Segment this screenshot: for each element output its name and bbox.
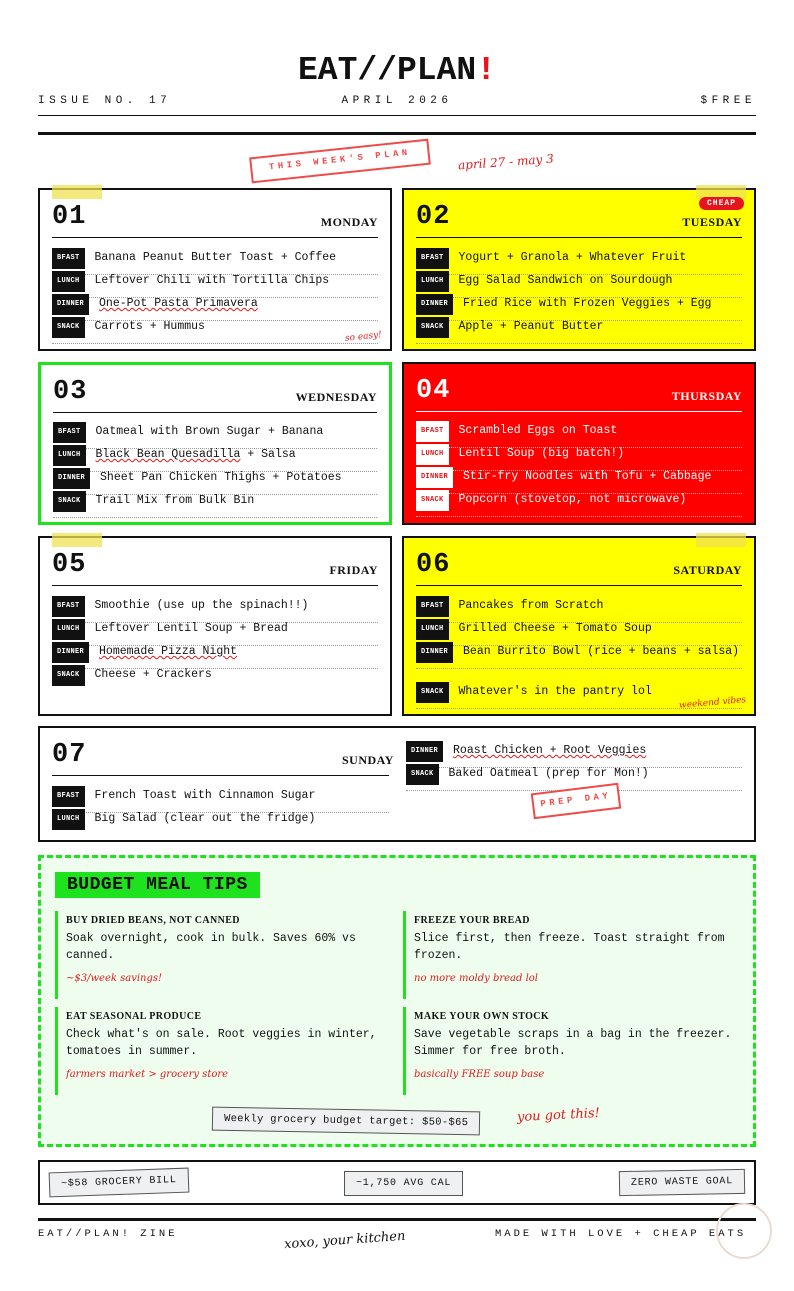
tip-note: basically FREE soup base — [414, 1069, 545, 1080]
dinner-tag: DINNER — [52, 294, 89, 315]
issue-date: APRIL 2026 — [341, 95, 453, 107]
day-divider — [53, 412, 377, 413]
meal-snack — [416, 317, 742, 344]
dinner-tag: DINNER — [416, 642, 453, 663]
meal-text: Stir-fry Noodles with Tofu + Cabbage — [463, 470, 712, 483]
masthead-rule-thick — [38, 132, 756, 135]
day-name: THURSDAY — [671, 389, 742, 403]
meal-text: Banana Peanut Butter Toast + Coffee — [94, 251, 337, 264]
dinner-tag: DINNER — [406, 741, 443, 762]
day-name: SATURDAY — [673, 563, 742, 577]
day-card-tuesday — [402, 188, 756, 351]
zine-title — [0, 52, 794, 89]
meal-snack — [416, 490, 742, 517]
meal-text: Yogurt + Granola + Whatever Fruit — [458, 251, 687, 264]
budget-target-label: Weekly grocery budget target: $50-$65 — [212, 1107, 481, 1136]
day-divider — [52, 237, 378, 238]
tip-note: no more moldy bread lol — [414, 973, 539, 984]
dinner-tag: DINNER — [52, 642, 89, 663]
day-name: TUESDAY — [682, 215, 742, 229]
tip-title: FREEZE YOUR BREAD — [414, 915, 530, 926]
snack-tag: SNACK — [53, 491, 86, 512]
day-card-wednesday — [38, 362, 392, 525]
snack-tag: SNACK — [52, 317, 85, 338]
breakfast-tag: BFAST — [416, 248, 449, 269]
stat-avg-calories: ~1,750 AVG CAL — [344, 1171, 463, 1196]
day-number: 05 — [52, 550, 87, 580]
footer-signature: xoxo, your kitchen — [283, 1228, 406, 1253]
prep-day-stamp: PREP DAY — [531, 783, 622, 820]
footer-right: MADE WITH LOVE + CHEAP EATS — [495, 1228, 747, 1240]
tip-title: MAKE YOUR OWN STOCK — [414, 1011, 550, 1022]
lunch-tag: LUNCH — [52, 271, 85, 292]
stats-strip — [38, 1160, 756, 1205]
dinner-tag: DINNER — [416, 294, 453, 315]
tip-note: farmers market > grocery store — [66, 1069, 229, 1080]
day-card-thursday — [402, 362, 756, 525]
issue-price: $FREE — [700, 95, 756, 107]
day-divider — [416, 411, 742, 412]
meal-snack — [52, 317, 378, 344]
stat-zero-waste: ZERO WASTE GOAL — [619, 1169, 745, 1196]
budget-tips-panel — [38, 855, 756, 1147]
snack-tag: SNACK — [52, 665, 85, 686]
meal-text: Big Salad (clear out the fridge) — [94, 812, 316, 825]
tip-card — [55, 1007, 385, 1095]
meal-text: Baked Oatmeal (prep for Mon!) — [448, 767, 649, 780]
snack-tag: SNACK — [416, 317, 449, 338]
meal-text: Egg Salad Sandwich on Sourdough — [458, 274, 673, 287]
day-name: FRIDAY — [329, 563, 378, 577]
tip-note: ~$3/week savings! — [66, 973, 163, 984]
breakfast-tag: BFAST — [52, 248, 85, 269]
day-divider — [416, 237, 742, 238]
margin-note: weekend vibes — [678, 695, 747, 711]
day-name: SUNDAY — [342, 753, 394, 767]
meal-snack — [52, 665, 378, 691]
stat-grocery-bill: ~$58 GROCERY BILL — [49, 1168, 189, 1198]
circle-stamp-decoration — [716, 1203, 772, 1259]
lunch-tag: LUNCH — [52, 809, 85, 830]
masthead-rule-thin — [38, 115, 756, 116]
zine-title-mark: ! — [476, 52, 497, 89]
tip-body: Save vegetable scraps in a bag in the freezer. Simmer for free broth. — [414, 1028, 732, 1058]
tip-title: EAT SEASONAL PRODUCE — [66, 1011, 202, 1022]
tape-decoration — [52, 185, 102, 199]
meal-text: Carrots + Hummus — [94, 320, 205, 333]
tip-card — [403, 911, 743, 999]
meal-text: Smoothie (use up the spinach!!) — [94, 599, 309, 612]
tip-body: Soak overnight, cook in bulk. Saves 60% vs canned. — [66, 932, 356, 962]
meal-text: Leftover Chili with Tortilla Chips — [94, 274, 330, 287]
meal-text: Popcorn (stovetop, not microwave) — [458, 493, 687, 506]
lunch-tag: LUNCH — [53, 445, 86, 466]
meal-text-highlight: Black Bean Quesadilla — [95, 448, 241, 461]
meal-text: Apple + Peanut Butter — [458, 320, 604, 333]
meal-text: Leftover Lentil Soup + Bread — [94, 622, 288, 635]
day-number: 04 — [416, 376, 451, 406]
day-card-saturday — [402, 536, 756, 716]
breakfast-tag: BFAST — [52, 596, 85, 617]
footer-rule — [38, 1218, 756, 1221]
breakfast-tag: BFAST — [416, 421, 449, 442]
day-divider — [52, 775, 389, 776]
cheap-badge: CHEAP — [699, 197, 744, 210]
day-divider — [52, 585, 378, 586]
meal-text: Scrambled Eggs on Toast — [458, 424, 618, 437]
lunch-tag: LUNCH — [416, 619, 449, 640]
day-number: 06 — [416, 550, 451, 580]
meal-text: Homemade Pizza Night — [99, 645, 238, 658]
zine-title-text: EAT//PLAN — [297, 52, 477, 89]
tip-title: BUY DRIED BEANS, NOT CANNED — [66, 915, 240, 926]
meal-lunch — [52, 809, 389, 835]
meal-text: One-Pot Pasta Primavera — [99, 297, 258, 310]
snack-tag: SNACK — [416, 490, 449, 511]
week-range-note: april 27 - may 3 — [457, 151, 555, 173]
footer-left: EAT//PLAN! ZINE — [38, 1228, 178, 1240]
meal-text: Cheese + Crackers — [94, 668, 212, 681]
day-number: 01 — [52, 202, 87, 232]
breakfast-tag: BFAST — [52, 786, 85, 807]
meal-text: Grilled Cheese + Tomato Soup — [458, 622, 652, 635]
day-name: MONDAY — [320, 215, 378, 229]
tip-card — [403, 1007, 743, 1095]
day-card-sunday — [38, 726, 756, 842]
lunch-tag: LUNCH — [416, 271, 449, 292]
meal-text: Whatever's in the pantry lol — [458, 685, 652, 698]
meal-text: + Salsa — [240, 448, 296, 461]
meal-text: Oatmeal with Brown Sugar + Banana — [95, 425, 324, 438]
day-number: 03 — [53, 377, 88, 407]
meal-text: Bean Burrito Bowl (rice + beans + salsa) — [463, 645, 740, 658]
breakfast-tag: BFAST — [416, 596, 449, 617]
tape-decoration — [696, 533, 746, 547]
meal-text: Fried Rice with Frozen Veggies + Egg — [463, 297, 712, 310]
day-name: WEDNESDAY — [295, 390, 377, 404]
cheer-note: you got this! — [516, 1105, 601, 1126]
issue-number: ISSUE NO. 17 — [38, 95, 172, 107]
tip-body: Slice first, then freeze. Toast straight from frozen. — [414, 932, 725, 962]
dinner-tag: DINNER — [416, 467, 453, 488]
margin-note: so easy! — [344, 330, 383, 344]
day-card-friday — [38, 536, 392, 716]
meal-dinner — [416, 642, 742, 669]
lunch-tag: LUNCH — [52, 619, 85, 640]
snack-tag: SNACK — [406, 764, 439, 785]
day-card-monday — [38, 188, 392, 351]
tips-title: BUDGET MEAL TIPS — [55, 872, 260, 898]
meal-text: Sheet Pan Chicken Thighs + Potatoes — [100, 471, 342, 484]
week-plan-stamp: THIS WEEK'S PLAN — [249, 139, 431, 184]
meal-text: Pancakes from Scratch — [458, 599, 604, 612]
day-number: 02 — [416, 202, 451, 232]
tip-body: Check what's on sale. Root veggies in winter, tomatoes in summer. — [66, 1028, 377, 1058]
meal-text: Lentil Soup (big batch!) — [458, 447, 625, 460]
snack-tag: SNACK — [416, 682, 449, 703]
lunch-tag: LUNCH — [416, 444, 449, 465]
meal-snack — [53, 491, 377, 518]
breakfast-tag: BFAST — [53, 422, 86, 443]
meal-text: French Toast with Cinnamon Sugar — [94, 789, 316, 802]
meal-text: Roast Chicken + Root Veggies — [453, 744, 647, 757]
meal-snack — [406, 764, 742, 791]
meal-text: Trail Mix from Bulk Bin — [95, 494, 255, 507]
tip-card — [55, 911, 385, 999]
day-divider — [416, 585, 742, 586]
day-number: 07 — [52, 740, 87, 770]
dinner-tag: DINNER — [53, 468, 90, 489]
tape-decoration — [52, 533, 102, 547]
